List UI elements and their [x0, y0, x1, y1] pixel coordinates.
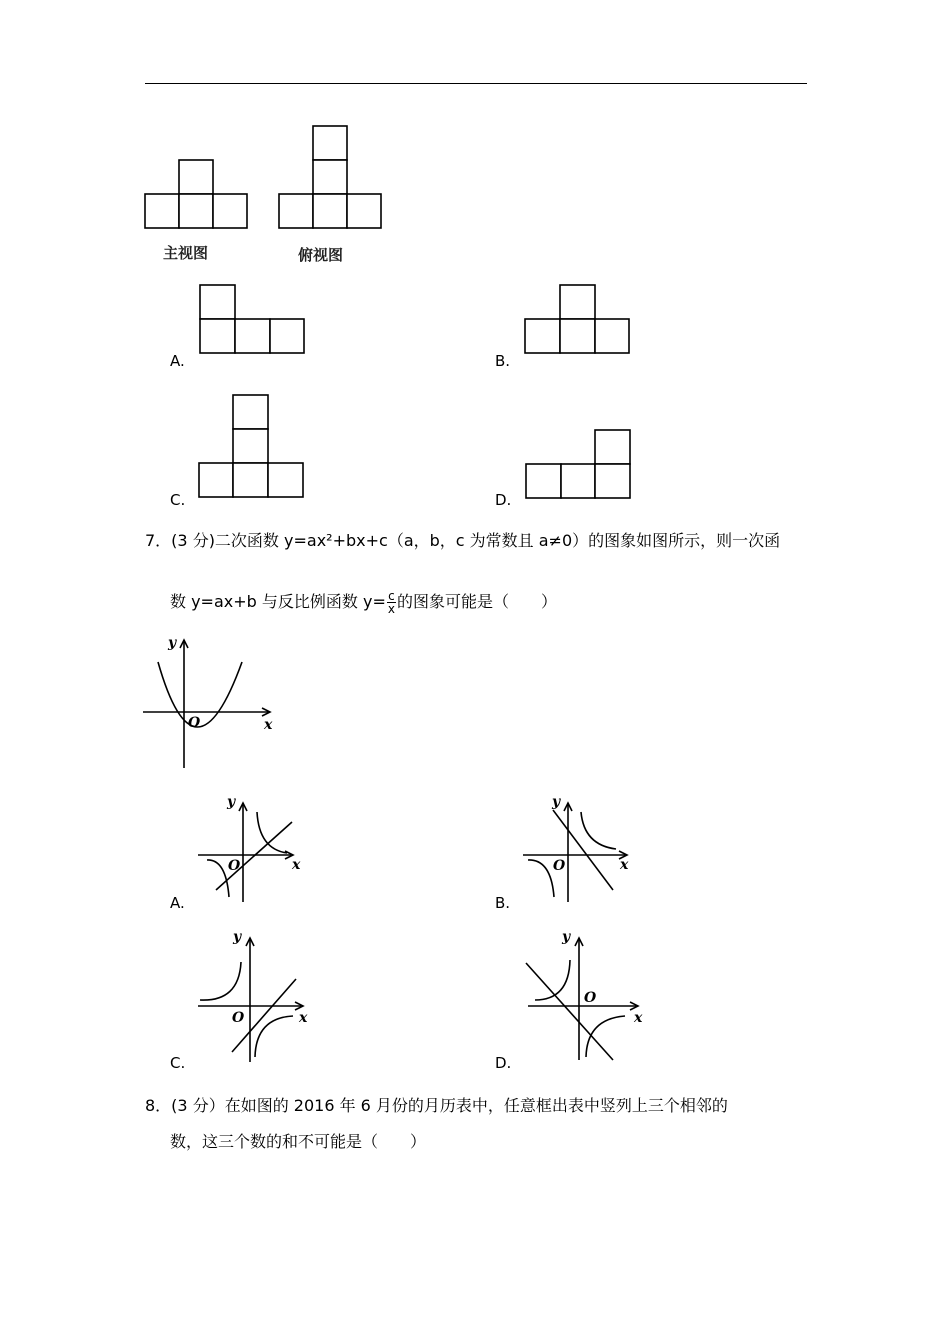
y-axis-label: y [562, 929, 571, 945]
x-axis-label: x [292, 857, 301, 873]
y-axis-label: y [227, 794, 236, 810]
q7-option-d-graph[interactable] [520, 930, 645, 1065]
q7-stem-line2-pre: 数 y=ax+b 与反比例函数 y= [170, 592, 386, 611]
q7-stem-line2 [170, 590, 557, 615]
q7-option-b-graph[interactable] [520, 795, 640, 905]
x-axis-label: x [299, 1010, 308, 1026]
q6-option-d-label[interactable]: D. [495, 491, 512, 509]
q7-stem-line2-post: 的图象可能是（ ） [396, 592, 557, 611]
q6-option-a-figure[interactable] [199, 284, 305, 355]
fraction-c-over-x: $\frac{c}{x}$ [387, 589, 395, 616]
header-rule [145, 83, 807, 84]
q7-stem-line1: 7．(3 分)二次函数 y=ax²+bx+c（a，b，c 为常数且 a≠0）的图象如图所示，则一次函 [145, 531, 781, 550]
q6-option-a-label[interactable]: A. [170, 352, 185, 370]
origin-label: O [584, 990, 597, 1006]
q8-stem-line2: 数，这三个数的和不可能是（ ） [170, 1132, 427, 1151]
front-view-figure [144, 159, 249, 230]
x-axis-label: x [620, 857, 629, 873]
y-axis-label: y [168, 635, 177, 651]
origin-label: O [228, 858, 241, 874]
q7-option-a-graph[interactable] [195, 795, 315, 905]
q7-option-c-graph[interactable] [195, 930, 315, 1065]
y-axis-label: y [233, 929, 242, 945]
x-axis-label: x [634, 1010, 643, 1026]
q6-option-b-label[interactable]: B. [495, 352, 511, 370]
q7-option-c-label[interactable]: C. [170, 1054, 186, 1072]
top-view-label: 俯视图 [298, 246, 344, 264]
origin-label: O [553, 858, 566, 874]
parabola-graph [140, 632, 280, 772]
top-view-figure [278, 125, 383, 230]
origin-label: O [188, 715, 201, 731]
x-axis-label: x [264, 717, 273, 733]
q6-option-b-figure[interactable] [524, 284, 630, 355]
y-axis-label: y [552, 794, 561, 810]
q7-option-d-label[interactable]: D. [495, 1054, 512, 1072]
front-view-label: 主视图 [163, 244, 209, 262]
q7-option-a-label[interactable]: A. [170, 894, 185, 912]
q6-option-d-figure[interactable] [525, 429, 631, 500]
q6-option-c-figure[interactable] [198, 394, 304, 499]
q7-option-b-label[interactable]: B. [495, 894, 511, 912]
q6-option-c-label[interactable]: C. [170, 491, 186, 509]
origin-label: O [232, 1010, 245, 1026]
q8-stem-line1: 8．(3 分）在如图的 2016 年 6 月份的月历表中，任意框出表中竖列上三个相邻的 [145, 1096, 728, 1115]
